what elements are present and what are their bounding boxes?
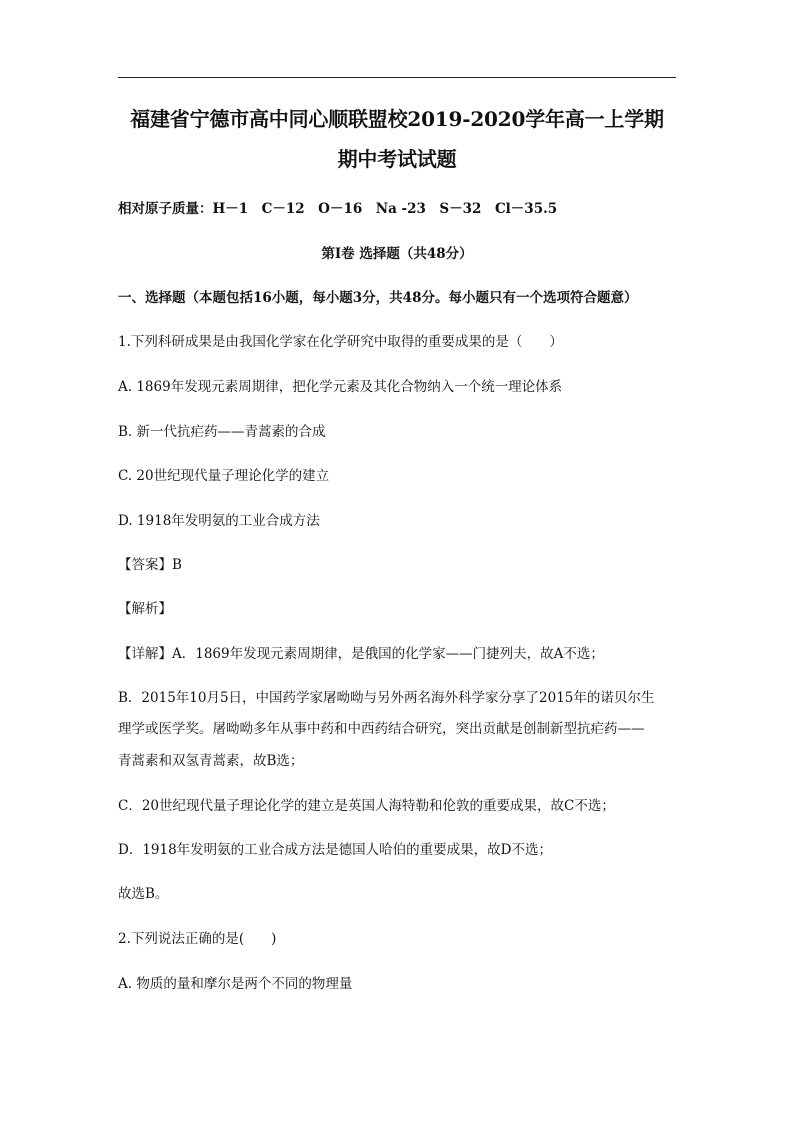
question-1-analysis-label: 【解析】: [118, 601, 172, 617]
question-1-answer: 【答案】B: [118, 557, 182, 573]
atomic-mass-note: 相对原子质量：H－1 C－12 O－16 Na -23 S－32 Cl－35.5: [118, 201, 558, 217]
question-1-explanation-d: D．1918年发明氨的工业合成方法是德国人哈伯的重要成果，故D不选；: [118, 842, 553, 858]
question-2-stem: 2.下列说法正确的是( ): [118, 931, 277, 947]
question-1-option-b: B. 新一代抗疟药——青蒿素的合成: [118, 424, 326, 440]
question-1-explanation-b-line-2: 理学或医学奖。屠呦呦多年从事中药和中西药结合研究，突出贡献是创制新型抗疟药——: [118, 721, 645, 737]
question-2-option-a: A. 物质的量和摩尔是两个不同的物理量: [118, 976, 353, 992]
question-1-option-d: D. 1918年发明氨的工业合成方法: [118, 513, 320, 529]
question-1-explanation-b-line-3: 青蒿素和双氢青蒿素，故B选；: [118, 753, 304, 769]
question-1-conclusion: 故选B。: [118, 886, 169, 902]
document-title-line-1: 福建省宁德市高中同心顺联盟校2019-2020学年高一上学期: [130, 107, 664, 131]
question-1-option-a: A. 1869年发现元素周期律，把化学元素及其化合物纳入一个统一理论体系: [118, 379, 563, 395]
question-1-explanation-a: 【详解】A．1869年发现元素周期律，是俄国的化学家——门捷列夫，故A不选；: [118, 646, 604, 662]
document-title-line-2: 期中考试试题: [337, 147, 457, 171]
question-1-explanation-b-line-1: B．2015年10月5日，中国药学家屠呦呦与另外两名海外科学家分享了2015年的诺贝尔生: [118, 690, 655, 706]
question-1-option-c: C. 20世纪现代量子理论化学的建立: [118, 468, 330, 484]
section-title: 第Ⅰ卷 选择题（共48分）: [321, 246, 473, 262]
question-1-explanation-c: C．20世纪现代量子理论化学的建立是英国人海特勒和伦敦的重要成果，故C不选；: [118, 798, 615, 814]
header-rule: [118, 77, 676, 78]
question-1-stem: 1.下列科研成果是由我国化学家在化学研究中取得的重要成果的是（ ）: [118, 334, 563, 350]
part-instructions: 一、选择题（本题包括16小题，每小题3分，共48分。每小题只有一个选项符合题意）: [118, 290, 638, 306]
